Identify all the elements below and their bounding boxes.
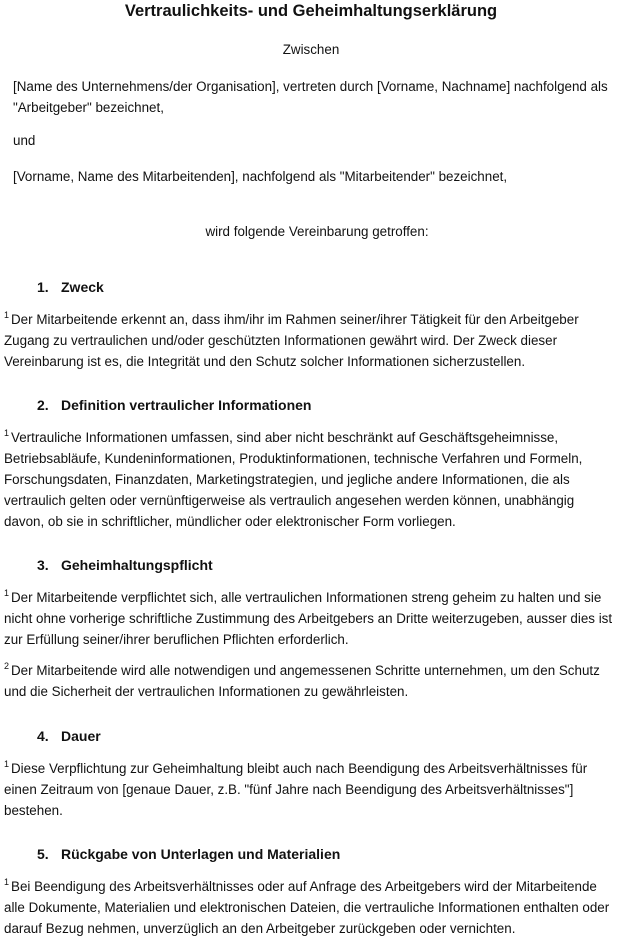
party-employer: [Name des Unternehmens/der Organisation], vertreten durch [Vorname, Nachname] nachfolgend als "Arbeitgeber" bezeichnet,: [13, 79, 608, 115]
paragraph-text: Bei Beendigung des Arbeitsverhältnisses oder auf Anfrage des Arbeitgebers wird der Mitarbeitende alle Dokumente, Materialien und elektronischen Dateien, die vertrauliche Informationen enthalten oder darauf Bezug nehmen, unverzüglich an den Arbeitgeber zurückgeben oder vernichten.: [4, 879, 610, 936]
paragraph-marker: 1: [4, 759, 10, 769]
section-paragraph: [4, 758, 618, 821]
section-paragraph: [4, 427, 618, 532]
paragraph-text: Diese Verpflichtung zur Geheimhaltung bleibt auch nach Beendigung des Arbeitsverhältnisses für einen Zeitraum von [genaue Dauer, z.B. "fünf Jahre nach Beendigung des Arbeitsverhältnisses"] bestehen.: [4, 761, 588, 818]
section-heading: [37, 277, 104, 297]
paragraph-marker: 2: [4, 661, 10, 671]
paragraph-text: Der Mitarbeitende erkennt an, dass ihm/ihr im Rahmen seiner/ihrer Tätigkeit für den Arbeitgeber Zugang zu vertraulichen und/oder geschützten Informationen gewährt wird. Der Zweck dieser Vereinbarung ist es, die Integrität und den Schutz solcher Informationen sicherzustellen.: [4, 312, 579, 369]
section-number: 5.: [37, 846, 49, 862]
section-number: 2.: [37, 397, 49, 413]
section-paragraph: [4, 309, 618, 372]
section-paragraph: [4, 660, 618, 702]
section-paragraph: [4, 876, 618, 939]
section-number: 1.: [37, 279, 49, 295]
paragraph-marker: 1: [4, 310, 10, 320]
section-number: 3.: [37, 557, 49, 573]
paragraph-text: Der Mitarbeitende verpflichtet sich, alle vertraulichen Informationen streng geheim zu halten und sie nicht ohne vorherige schriftliche Zustimmung des Arbeitgebers an Dritte weiterzugeben, ausser dies ist zur Erfüllung seiner/ihrer beruflichen Pflichten erforderlich.: [4, 590, 613, 647]
paragraph-marker: 1: [4, 428, 10, 438]
paragraph-text: Der Mitarbeitende wird alle notwendigen und angemessenen Schritte unternehmen, um den Schutz und die Sicherheit der vertraulichen Informationen zu gewährleisten.: [4, 663, 600, 699]
section-title: Rückgabe von Unterlagen und Materialien: [61, 846, 341, 862]
section-title: Definition vertraulicher Informationen: [61, 397, 312, 413]
between-label: Zwischen: [282, 42, 340, 57]
section-heading: [37, 395, 311, 415]
section-title: Geheimhaltungspflicht: [61, 557, 213, 573]
paragraph-text: Vertrauliche Informationen umfassen, sind aber nicht beschränkt auf Geschäftsgeheimnisse, Betriebsabläufe, Kundeninformationen, Produktinformationen, technische Verfahren und Formeln, Forschungsdaten, Finanzdaten, Marketingstrategien, und jegliche andere Informationen, die als vertraulich gelten oder vernünftigerweise als vertraulich angesehen werden können, unabhängig davon, ob sie in schriftlicher, mündlicher oder elektronischer Form vorliegen.: [4, 430, 583, 529]
section-title: Zweck: [61, 279, 104, 295]
party-employee: [Vorname, Name des Mitarbeitenden], nachfolgend als "Mitarbeitender" bezeichnet,: [13, 169, 508, 184]
paragraph-marker: 1: [4, 877, 10, 887]
section-paragraph: [4, 587, 618, 650]
document-title: Vertraulichkeits- und Geheimhaltungserklärung: [124, 2, 498, 20]
section-heading: [37, 555, 213, 575]
and-label: und: [13, 133, 36, 148]
agreement-intro: wird folgende Vereinbarung getroffen:: [205, 224, 429, 239]
section-heading: [37, 726, 101, 746]
section-heading: [37, 844, 340, 864]
section-number: 4.: [37, 728, 49, 744]
section-title: Dauer: [61, 728, 101, 744]
paragraph-marker: 1: [4, 588, 10, 598]
